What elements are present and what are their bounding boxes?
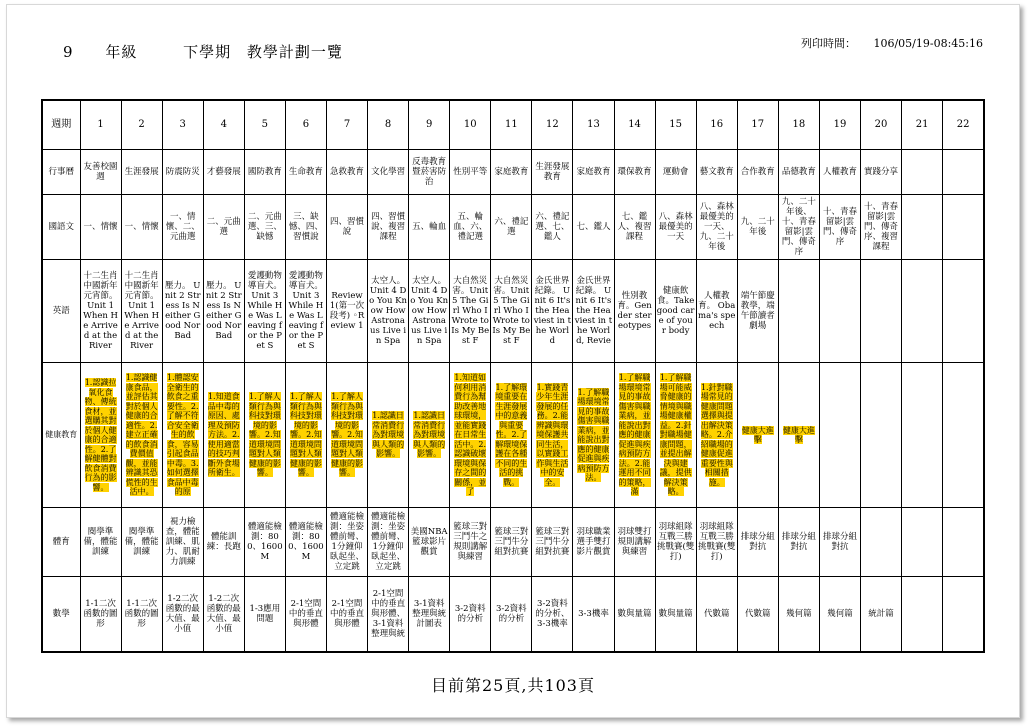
event-cell-week-9: 反毒教育暨菸害防治 [409, 150, 450, 195]
pe-cell-week-15: 羽球組隊互戰三勝挑戰賽(雙打) [655, 508, 696, 577]
health-cell-week-17 [737, 363, 778, 508]
math-cell-week-19: 幾何篇 [819, 577, 860, 653]
pe-cell-week-13: 羽球職業選手雙打影片觀賞 [573, 508, 614, 577]
event-cell-week-20: 實踐分享 [860, 150, 901, 195]
event-cell-week-4: 才藝發展 [203, 150, 244, 195]
pe-cell-week-2: 閱學準備，體能訓練 [121, 508, 162, 577]
event-cell-week-8: 文化學習 [368, 150, 409, 195]
english-cell-week-20 [860, 260, 901, 363]
health-highlight-text: 1.實踐青少年生涯發展的任務。2.能辨識與環境保護共同生活，以實踐工作與生活中的安全。 [536, 382, 569, 487]
english-cell-week-2: 十二生肖 中國新年 元宵節。 Unit 1 When He Arrived at the River [121, 260, 162, 363]
week-cell-week-10: 10 [450, 100, 491, 150]
health-highlight-text: 1.針對職場常見的健康問題選擇與提出解決策略。2.介紹職場的健康促進重要性與相關措施。 [700, 382, 733, 487]
row-english [42, 260, 984, 363]
math-cell-week-8: 2-1空間中的垂直與形體、3-1資料整理與統 [368, 577, 409, 653]
week-cell-week-6: 6 [285, 100, 326, 150]
event-cell-week-11: 家庭教育 [491, 150, 532, 195]
grade-label: 年級 [105, 43, 138, 61]
math-cell-week-10: 3-2資料的分析 [450, 577, 491, 653]
english-cell-week-7: Review 1(第一次段考) ◦Review 1 [326, 260, 367, 363]
health-highlight-text: 1.了解人類行為與科技對環境的影響。2.知道環境問題對人類健康的影響。 [289, 392, 322, 478]
pe-cell-week-16: 羽球組隊互戰三勝挑戰賽(雙打) [696, 508, 737, 577]
pe-cell-week-11: 籃球三對三鬥牛分組對抗賽 [491, 508, 532, 577]
health-cell-week-19 [819, 363, 860, 508]
pe-cell-week-6: 體適能檢測：800、1600M [285, 508, 326, 577]
plan-title: 教學計劃一覽 [246, 43, 343, 61]
print-time-label: 列印時間： [800, 37, 856, 50]
pe-cell-week-20 [860, 508, 901, 577]
english-cell-week-19 [819, 260, 860, 363]
health-cell-week-16 [696, 363, 737, 508]
pe-cell-week-21 [902, 508, 943, 577]
health-highlight-text: 1.認識拉氧化食物、傳統食材，並選購其對於個人健康的合適性。2.了解健體對飲食消費行為的影響。 [84, 378, 117, 492]
row-label-week: 週期 [42, 100, 80, 150]
pe-cell-week-10: 籃球三對三鬥牛之規則講解與練習 [450, 508, 491, 577]
chinese-cell-week-3: 一、情懷、二、元曲選 [162, 195, 203, 260]
print-time-value: 106/05/19-08:45:16 [873, 37, 983, 50]
math-cell-week-9: 3-1資料整理與統計圖表 [409, 577, 450, 653]
chinese-cell-week-9: 五、輪血 [409, 195, 450, 260]
math-cell-week-12: 3-2資料的分析、3-3機率 [532, 577, 573, 653]
math-cell-week-22 [943, 577, 984, 653]
health-highlight-text: 健康大進擊 [782, 425, 815, 444]
event-cell-week-17: 合作教育 [737, 150, 778, 195]
health-cell-week-8 [368, 363, 409, 508]
row-label-health: 健康教育 [42, 363, 80, 508]
chinese-cell-week-12: 六、禮記選、七、鑑人 [532, 195, 573, 260]
health-highlight-text: 1.體認安全衛生的飲食之重要性。2.了解不符合安全衛生的飲食，容易引起食品中毒。3.如何選擇食品中毒的原 [166, 373, 199, 497]
math-cell-week-6: 2-1空間中的垂直與形體 [285, 577, 326, 653]
math-cell-week-17: 代數篇 [737, 577, 778, 653]
health-highlight-text: 1.了解人類行為與科技對環境的影響。2.知道環境問題對人類健康的影響。 [331, 392, 363, 478]
chinese-cell-week-2: 一、情懷 [121, 195, 162, 260]
math-cell-week-14: 數與量篇 [614, 577, 655, 653]
event-cell-week-19: 人權教育 [819, 150, 860, 195]
english-cell-week-8: 太空人。 Unit 4 Do You Know How Astronaus Live in Spa [368, 260, 409, 363]
chinese-cell-week-13: 七、鑑人 [573, 195, 614, 260]
english-cell-week-13: 金氏世界紀錄。 Unit 6 It's the Heaviest in the World, Revie [573, 260, 614, 363]
row-label-event: 行事曆 [42, 150, 80, 195]
pe-cell-week-19: 排球分組對抗 [819, 508, 860, 577]
week-cell-week-18: 18 [778, 100, 819, 150]
health-cell-week-2 [121, 363, 162, 508]
english-cell-week-6: 愛護動物 導盲犬。 Unit 3 While He Was Leaving for the Pet S [285, 260, 326, 363]
event-cell-week-16: 藝文教育 [696, 150, 737, 195]
pe-cell-week-18: 排球分組對抗 [778, 508, 819, 577]
health-highlight-text: 1.知道如何利用消費行為幫助改善地球環境，並能實踐在日常生活中。2.認識破壞環境與保存之間的關係，並了 [454, 373, 487, 497]
row-label-chinese: 國語文 [42, 195, 80, 260]
chinese-cell-week-21 [902, 195, 943, 260]
math-cell-week-16: 代數篇 [696, 577, 737, 653]
week-cell-week-21: 21 [902, 100, 943, 150]
week-cell-week-4: 4 [203, 100, 244, 150]
english-cell-week-9: 太空人。 Unit 4 Do You Know How Astronaus Live in Spa [409, 260, 450, 363]
teaching-plan-table [41, 99, 985, 653]
math-cell-week-15: 數與量篇 [655, 577, 696, 653]
health-cell-week-14 [614, 363, 655, 508]
week-cell-week-3: 3 [162, 100, 203, 150]
row-event [42, 150, 984, 195]
health-cell-week-21 [902, 363, 943, 508]
pe-cell-week-17: 排球分組對抗 [737, 508, 778, 577]
event-cell-week-14: 環保教育 [614, 150, 655, 195]
event-cell-week-12: 生涯發展教育 [532, 150, 573, 195]
page-indicator: 目前第25頁,共103頁 [431, 676, 595, 695]
row-pe [42, 508, 984, 577]
health-cell-week-10 [450, 363, 491, 508]
event-cell-week-22 [943, 150, 984, 195]
chinese-cell-week-1: 一、情懷 [80, 195, 121, 260]
english-cell-week-11: 大自然災害。Unit 5 The Girl Who I Wrote to Is My Best F [491, 260, 532, 363]
print-time-block [801, 35, 983, 51]
math-cell-week-3: 1-2二次函數的最大值、最小值 [162, 577, 203, 653]
chinese-cell-week-15: 八、森林最優美的一天 [655, 195, 696, 260]
event-cell-week-18: 品德教育 [778, 150, 819, 195]
health-cell-week-6 [285, 363, 326, 508]
week-cell-week-17: 17 [737, 100, 778, 150]
health-highlight-text: 1.認識日常消費行為對環境與人類的影響。 [372, 411, 405, 459]
chinese-cell-week-7: 四、習慣說 [326, 195, 367, 260]
english-cell-week-14: 性別教育。Gender stereotypes [614, 260, 655, 363]
week-cell-week-16: 16 [696, 100, 737, 150]
pe-cell-week-4: 體能訓練：長跑 [203, 508, 244, 577]
health-cell-week-18 [778, 363, 819, 508]
event-cell-week-6: 生命教育 [285, 150, 326, 195]
pe-cell-week-1: 閱學準備，體能訓練 [80, 508, 121, 577]
math-cell-week-21 [902, 577, 943, 653]
week-cell-week-22: 22 [943, 100, 984, 150]
week-cell-week-9: 9 [409, 100, 450, 150]
chinese-cell-week-10: 五、輪血、六、禮記選 [450, 195, 491, 260]
math-cell-week-13: 3-3機率 [573, 577, 614, 653]
week-cell-week-5: 5 [244, 100, 285, 150]
row-chinese [42, 195, 984, 260]
week-cell-week-20: 20 [860, 100, 901, 150]
pe-cell-week-12: 籃球三對三鬥牛分組對抗賽 [532, 508, 573, 577]
week-cell-week-2: 2 [121, 100, 162, 150]
english-cell-week-22 [943, 260, 984, 363]
chinese-cell-week-14: 七、鑑人、複習課程 [614, 195, 655, 260]
health-cell-week-15 [655, 363, 696, 508]
health-highlight-text: 1.認識日常消費行為對環境與人類的影響。 [413, 411, 446, 459]
math-cell-week-18: 幾何篇 [778, 577, 819, 653]
health-cell-week-11 [491, 363, 532, 508]
row-week [42, 100, 984, 150]
health-cell-week-9 [409, 363, 450, 508]
pe-cell-week-14: 羽球雙打規則講解與練習 [614, 508, 655, 577]
english-cell-week-12: 金氏世界紀錄。 Unit 6 It's the Heaviest in the World [532, 260, 573, 363]
chinese-cell-week-11: 六、禮記選 [491, 195, 532, 260]
chinese-cell-week-8: 四、習慣說、複習課程 [368, 195, 409, 260]
math-cell-week-11: 3-2資料的分析 [491, 577, 532, 653]
english-cell-week-10: 大自然災害。Unit 5 The Girl Who I Wrote to Is My Best F [450, 260, 491, 363]
chinese-cell-week-22 [943, 195, 984, 260]
health-cell-week-22 [943, 363, 984, 508]
event-cell-week-3: 防震防災 [162, 150, 203, 195]
math-cell-week-4: 1-2二次函數的最大值、最小值 [203, 577, 244, 653]
health-highlight-text: 健康大進擊 [741, 425, 774, 444]
health-highlight-text: 1.了解人類行為與科技對環境的影響。2.知道環境問題對人類健康的影響。 [248, 392, 281, 478]
row-label-english: 英語 [42, 260, 80, 363]
health-highlight-text: 1.認識健康食品，並評估其對於個人健康的合適性。2.建立正確的飲食消費價值觀，並能辨識其恐慌性的生活中。 [125, 373, 158, 497]
chinese-cell-week-20: 十、青春留影|雲門、傳奇序、複習課程 [860, 195, 901, 260]
english-cell-week-17: 端午節慶教學，端午節讀者劇場 [737, 260, 778, 363]
english-cell-week-5: 愛護動物 導盲犬。 Unit 3 While He Was Leaving for the Pet S [244, 260, 285, 363]
pe-cell-week-3: 視力檢查，體能訓練、肌力、肌耐力訓練 [162, 508, 203, 577]
week-cell-week-11: 11 [491, 100, 532, 150]
health-cell-week-13 [573, 363, 614, 508]
health-highlight-text: 1.了解職場可能威脅健康的情境與職場健康權益。2.針對職場健康問題，並提出解決與建議，提供解決策略。 [659, 373, 692, 497]
health-highlight-text: 1.知道食品中毒的原因、處理及預防方法。2.使用適當的技巧判斷外食場所衛生。 [207, 392, 240, 478]
english-cell-week-16: 人權教育。 Obama's speech [696, 260, 737, 363]
event-cell-week-1: 友善校園週 [80, 150, 121, 195]
pe-cell-week-22 [943, 508, 984, 577]
health-cell-week-5 [244, 363, 285, 508]
health-cell-week-4 [203, 363, 244, 508]
health-cell-week-20 [860, 363, 901, 508]
row-health [42, 363, 984, 508]
english-cell-week-15: 健康飲食。Take good care of your body [655, 260, 696, 363]
math-cell-week-1: 1-1二次函數的圖形 [80, 577, 121, 653]
row-label-pe: 體育 [42, 508, 80, 577]
health-highlight-text: 1.了解職場環境常見的事故傷害與職業病，並能說出對應的健康促進與疾病預防方法。2.能運用不同的策略，滿 [618, 373, 651, 497]
week-cell-week-8: 8 [368, 100, 409, 150]
week-cell-week-15: 15 [655, 100, 696, 150]
math-cell-week-20: 統計篇 [860, 577, 901, 653]
health-highlight-text: 1.了解職場環境常見的事故傷害與職業病，並能說出對應的健康促進與疾病預防方法。 [577, 387, 610, 482]
math-cell-week-7: 2-1空間中的垂直與形體 [326, 577, 367, 653]
pe-cell-week-9: 美國NBA籃球影片觀賞 [409, 508, 450, 577]
week-cell-week-19: 19 [819, 100, 860, 150]
week-cell-week-1: 1 [80, 100, 121, 150]
pe-cell-week-7: 體適能檢測：坐姿體前彎、1分鐘仰臥起坐、立定跳 [326, 508, 367, 577]
event-cell-week-2: 生涯發展 [121, 150, 162, 195]
english-cell-week-18 [778, 260, 819, 363]
pe-cell-week-8: 體適能檢測：坐姿體前彎、1分鐘仰臥起坐、立定跳 [368, 508, 409, 577]
week-cell-week-12: 12 [532, 100, 573, 150]
english-cell-week-21 [902, 260, 943, 363]
document-title [63, 41, 343, 62]
event-cell-week-15: 運動會 [655, 150, 696, 195]
chinese-cell-week-16: 八、森林最優美的一天、九、二十年後 [696, 195, 737, 260]
pe-cell-week-5: 體適能檢測：800、1600M [244, 508, 285, 577]
health-cell-week-12 [532, 363, 573, 508]
english-cell-week-3: 壓力。 Unit 2 Stress Is Neither Good Nor Bad [162, 260, 203, 363]
chinese-cell-week-18: 九、二十年後、十、青春留影|雲門、傳奇序 [778, 195, 819, 260]
week-cell-week-14: 14 [614, 100, 655, 150]
chinese-cell-week-17: 九、二十年後 [737, 195, 778, 260]
chinese-cell-week-5: 二、元曲選、三、缺憾 [244, 195, 285, 260]
row-label-math: 數學 [42, 577, 80, 653]
health-cell-week-1 [80, 363, 121, 508]
health-cell-week-3 [162, 363, 203, 508]
english-cell-week-1: 十二生肖 中國新年 元宵節。 Unit 1 When He Arrived at the River [80, 260, 121, 363]
row-math [42, 577, 984, 653]
math-cell-week-5: 1-3應用問題 [244, 577, 285, 653]
event-cell-week-5: 國防教育 [244, 150, 285, 195]
health-cell-week-7 [326, 363, 367, 508]
event-cell-week-7: 急救教育 [326, 150, 367, 195]
chinese-cell-week-19: 十、青春留影|雲門、傳奇序 [819, 195, 860, 260]
event-cell-week-21 [902, 150, 943, 195]
event-cell-week-13: 家庭教育 [573, 150, 614, 195]
week-cell-week-7: 7 [326, 100, 367, 150]
math-cell-week-2: 1-1二次函數的圖形 [121, 577, 162, 653]
english-cell-week-4: 壓力。 Unit 2 Stress Is Neither Good Nor Bad [203, 260, 244, 363]
event-cell-week-10: 性別平等 [450, 150, 491, 195]
health-highlight-text: 1.了解環境重要在生涯發展中的意義與重要性。2.了解環境保護在各種不同的生活的挑戰。 [495, 382, 528, 487]
week-cell-week-13: 13 [573, 100, 614, 150]
document-page [6, 4, 1020, 718]
semester-label: 下學期 [183, 43, 232, 61]
grade-number: 9 [63, 43, 74, 61]
chinese-cell-week-4: 二、元曲選 [203, 195, 244, 260]
chinese-cell-week-6: 三、缺憾、四、習慣說 [285, 195, 326, 260]
